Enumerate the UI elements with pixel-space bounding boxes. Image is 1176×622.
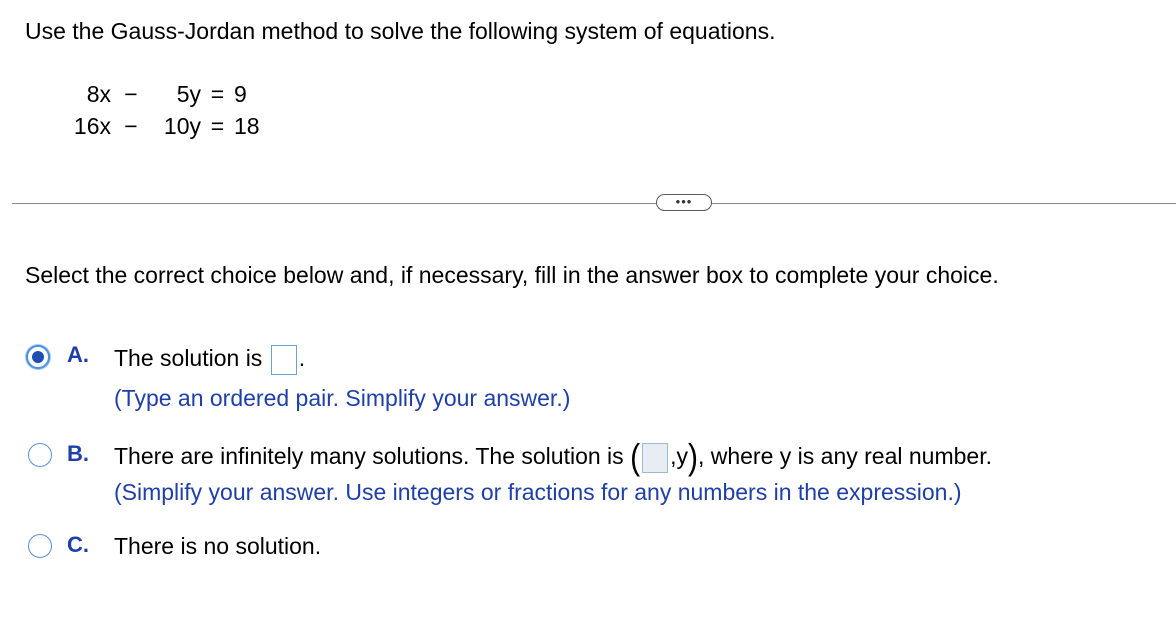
more-options-button[interactable]: ••• <box>656 194 712 211</box>
option-b-hint: (Simplify your answer. Use integers or fractions for any numbers in the expression.) <box>114 479 962 505</box>
option-b-letter: B. <box>67 441 89 466</box>
option-b-y-term: ,y <box>670 443 688 469</box>
option-b-radio[interactable] <box>28 443 52 467</box>
equation-row-1 <box>50 78 274 110</box>
option-a-radio[interactable] <box>26 345 50 369</box>
equation-system <box>50 78 274 142</box>
option-b-text <box>114 437 992 478</box>
option-a-period: . <box>298 345 306 371</box>
option-a-letter: A. <box>67 342 89 367</box>
option-b-close-paren: ) <box>687 437 698 478</box>
choice-instruction: Select the correct choice below and, if necessary, fill in the answer box to complete your choice. <box>25 262 999 288</box>
equation-operator: − <box>124 81 138 107</box>
option-b-answer-box[interactable] <box>642 443 668 473</box>
option-b-label: There are infinitely many solutions. The solution is <box>114 443 624 469</box>
option-a-text <box>114 344 305 375</box>
equation-operator: − <box>124 113 138 139</box>
equation-constant: 9 <box>234 81 247 107</box>
option-c-text: There is no solution. <box>114 533 322 559</box>
section-divider <box>12 203 1176 204</box>
option-c-radio[interactable] <box>28 534 52 558</box>
equation-term-x: 8x <box>86 81 111 107</box>
option-b-open-paren: ( <box>630 437 641 478</box>
option-c-letter: C. <box>67 532 89 557</box>
equation-term-y: 5y <box>176 81 201 107</box>
equation-term-y: 10y <box>163 113 201 139</box>
option-a-answer-box[interactable] <box>271 345 297 375</box>
option-a-label: The solution is <box>114 345 263 371</box>
option-b-suffix: , where y is any real number. <box>697 443 992 469</box>
equation-term-x: 16x <box>73 113 111 139</box>
equation-constant: 18 <box>234 113 260 139</box>
option-a-hint: (Type an ordered pair. Simplify your answer.) <box>114 385 571 411</box>
question-prompt: Use the Gauss-Jordan method to solve the following system of equations. <box>25 18 776 44</box>
equation-equals: = <box>210 81 225 107</box>
equation-row-2 <box>50 110 274 142</box>
equation-equals: = <box>210 113 225 139</box>
